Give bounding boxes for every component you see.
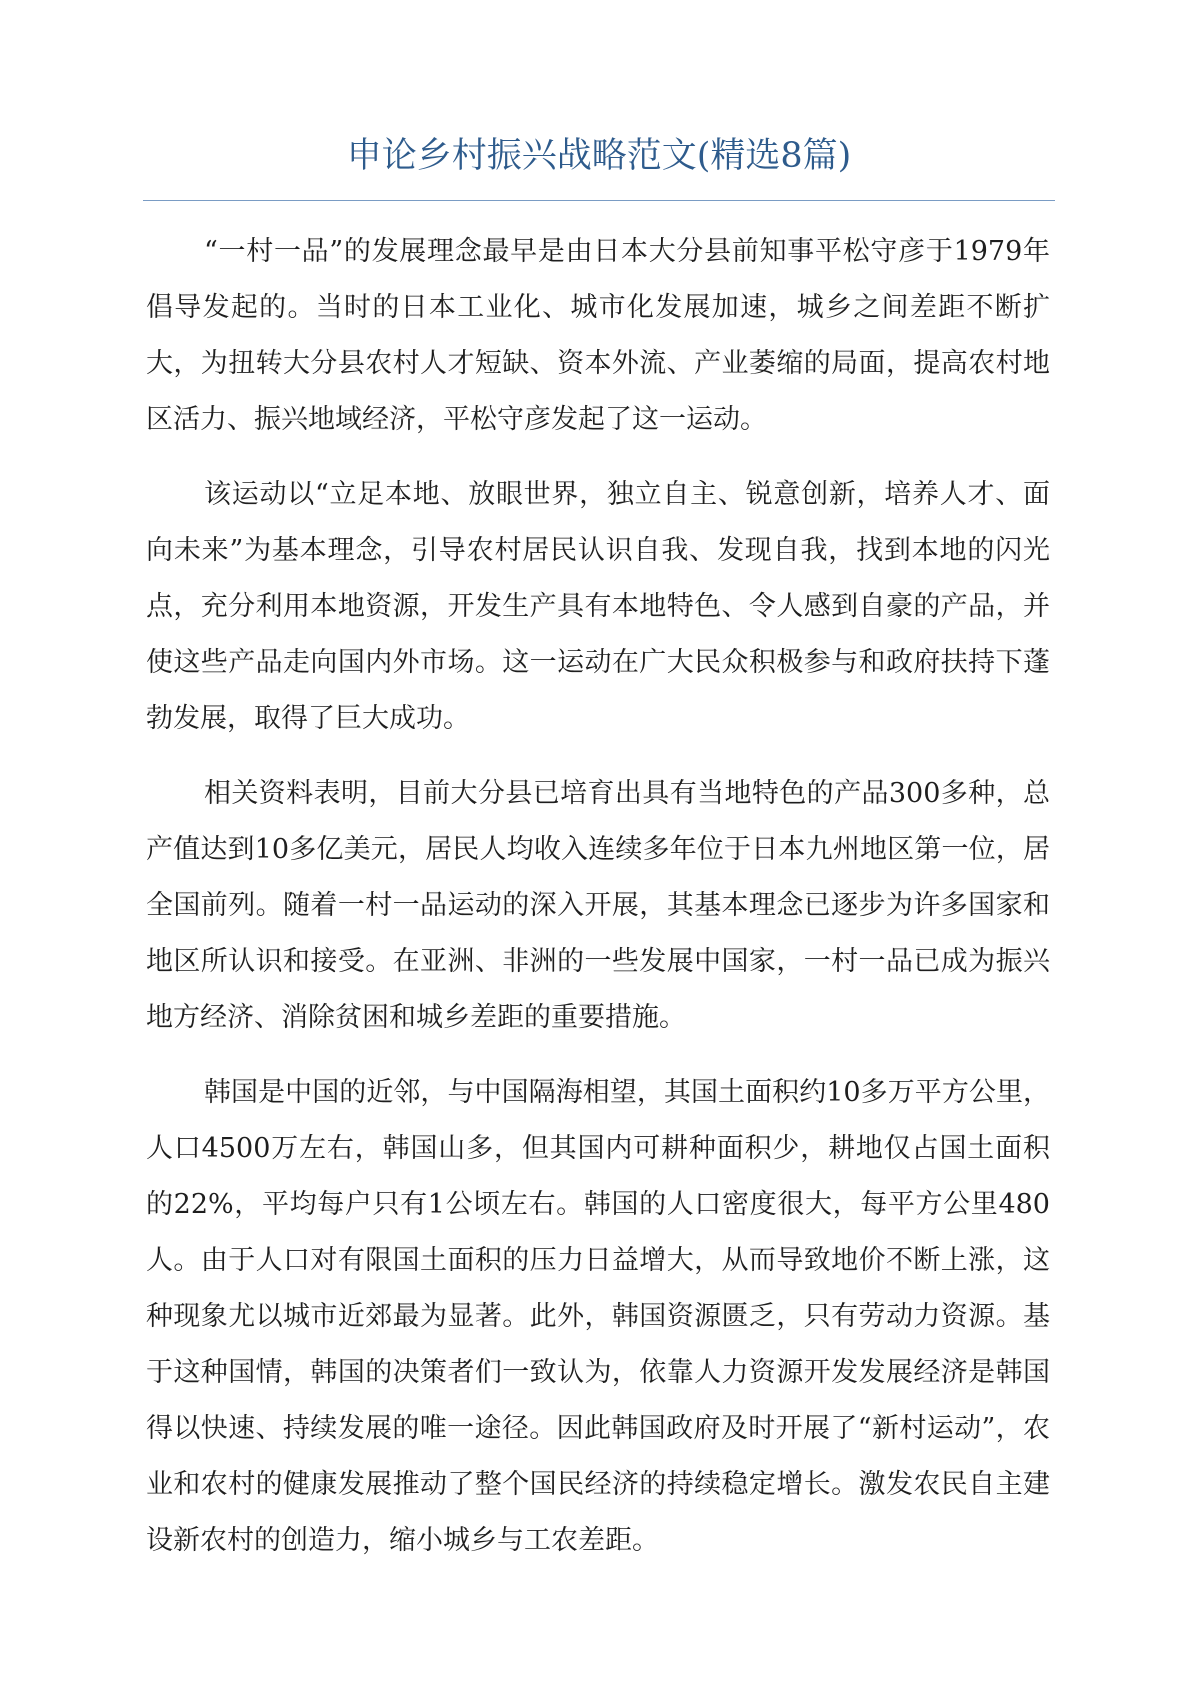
- paragraph-2: 该运动以“立足本地、放眼世界，独立自主、锐意创新，培养人才、面向未来”为基本理念，引导农村居民认识自我、发现自我，找到本地的闪光点，充分利用本地资源，开发生产具有本地特色、令人感到自豪的产品，并使这些产品走向国内外市场。这一运动在广大民众积极参与和政府扶持下蓬勃发展，取得了巨大成功。: [146, 479, 1050, 734]
- paragraph-3: 相关资料表明，目前大分县已培育出具有当地特色的产品300多种，总产值达到10多亿美元，居民人均收入连续多年位于日本九州地区第一位，居全国前列。随着一村一品运动的深入开展，其基本理念已逐步为许多国家和地区所认识和接受。在亚洲、非洲的一些发展中国家，一村一品已成为振兴地方经济、消除贫困和城乡差距的重要措施。: [146, 778, 1050, 1033]
- paragraph-1: “一村一品”的发展理念最早是由日本大分县前知事平松守彦于1979年倡导发起的。当时的日本工业化、城市化发展加速，城乡之间差距不断扩大，为扭转大分县农村人才短缺、资本外流、产业萎缩的局面，提高农村地区活力、振兴地域经济，平松守彦发起了这一运动。: [146, 236, 1050, 435]
- title-divider: [143, 200, 1055, 201]
- document-title: 申论乡村振兴战略范文(精选8篇): [346, 136, 852, 176]
- paragraph-4: 韩国是中国的近邻，与中国隔海相望，其国土面积约10多万平方公里，人口4500万左右，韩国山多，但其国内可耕种面积少，耕地仅占国土面积的22%，平均每户只有1公顷左右。韩国的人口密度很大，每平方公里480人。由于人口对有限国土面积的压力日益增大，从而导致地价不断上涨，这种现象尤以城市近郊最为显著。此外，韩国资源匮乏，只有劳动力资源。基于这种国情，韩国的决策者们一致认为，依靠人力资源开发发展经济是韩国得以快速、持续发展的唯一途径。因此韩国政府及时开展了“新村运动”，农业和农村的健康发展推动了整个国民经济的持续稳定增长。激发农民自主建设新农村的创造力，缩小城乡与工农差距。: [146, 1077, 1050, 1556]
- document-body: [146, 224, 1050, 1588]
